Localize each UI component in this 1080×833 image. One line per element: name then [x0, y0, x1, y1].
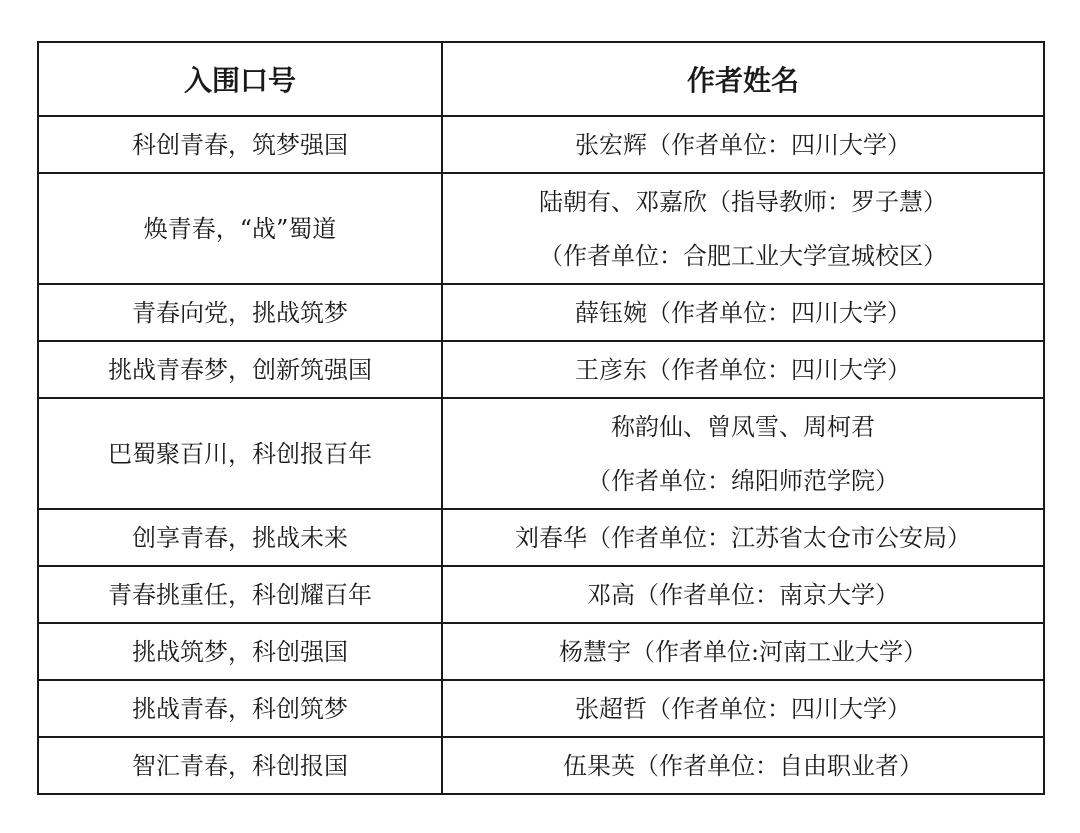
author-cell — [442, 173, 1044, 284]
table-row — [38, 509, 1044, 566]
document-sheet — [37, 41, 1043, 795]
table-row — [38, 680, 1044, 737]
table-row — [38, 116, 1044, 173]
slogan-cell: 挑战青春，科创筑梦 — [38, 680, 442, 737]
author-cell — [442, 398, 1044, 509]
header-author: 作者姓名 — [442, 42, 1044, 116]
author-line: 杨慧宇（作者单位:河南工业大学） — [558, 637, 928, 666]
author-line: 陆朝有、邓嘉欣（指导教师：罗子慧） — [539, 187, 947, 216]
author-cell — [442, 680, 1044, 737]
header-slogan: 入围口号 — [38, 42, 442, 116]
author-line: 刘春华（作者单位：江苏省太仓市公安局） — [515, 523, 971, 552]
slogan-cell: 青春挑重任，科创耀百年 — [38, 566, 442, 623]
table-header-row — [38, 42, 1044, 116]
author-line: 邓高（作者单位：南京大学） — [587, 580, 899, 609]
table-row — [38, 737, 1044, 794]
author-cell — [442, 566, 1044, 623]
finalist-slogans-table — [37, 41, 1045, 795]
author-line: 薛钰婉（作者单位：四川大学） — [575, 298, 911, 327]
table-body — [38, 116, 1044, 794]
slogan-cell: 智汇青春，科创报国 — [38, 737, 442, 794]
table-row — [38, 284, 1044, 341]
author-cell — [442, 341, 1044, 398]
author-cell — [442, 509, 1044, 566]
slogan-cell: 青春向党，挑战筑梦 — [38, 284, 442, 341]
slogan-cell: 创享青春，挑战未来 — [38, 509, 442, 566]
author-line: 王彦东（作者单位：四川大学） — [575, 355, 911, 384]
author-cell — [442, 623, 1044, 680]
slogan-cell: 挑战筑梦，科创强国 — [38, 623, 442, 680]
author-line: （作者单位：绵阳师范学院） — [587, 466, 899, 495]
author-cell — [442, 116, 1044, 173]
table-row — [38, 623, 1044, 680]
author-cell — [442, 284, 1044, 341]
author-line: 张宏辉（作者单位：四川大学） — [575, 130, 911, 159]
slogan-cell: 挑战青春梦，创新筑强国 — [38, 341, 442, 398]
table-row — [38, 173, 1044, 284]
slogan-cell: 巴蜀聚百川，科创报百年 — [38, 398, 442, 509]
slogan-cell: 科创青春，筑梦强国 — [38, 116, 442, 173]
author-line: 张超哲（作者单位：四川大学） — [575, 694, 911, 723]
table-row — [38, 341, 1044, 398]
author-cell — [442, 737, 1044, 794]
slogan-cell: 焕青春，“战”蜀道 — [38, 173, 442, 284]
author-line: 伍果英（作者单位：自由职业者） — [563, 751, 923, 780]
table-row — [38, 566, 1044, 623]
table-row — [38, 398, 1044, 509]
author-line: （作者单位：合肥工业大学宣城校区） — [539, 241, 947, 270]
author-line: 称韵仙、曾凤雪、周柯君 — [611, 412, 875, 441]
